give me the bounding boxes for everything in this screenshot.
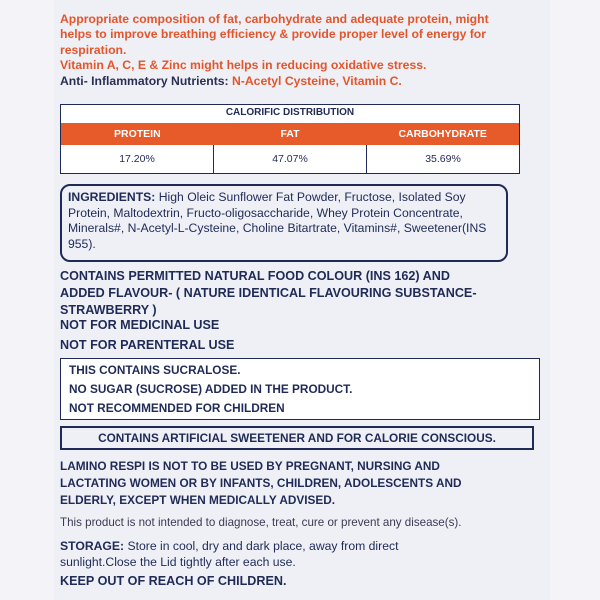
fat-header: FAT [280, 128, 300, 140]
fat-value: 47.07% [214, 145, 367, 173]
carbohydrate-header: CARBOHYDRATE [398, 128, 487, 140]
vitamin-line: Vitamin A, C, E & Zinc might helps in reducing oxidative stress. [60, 58, 427, 73]
storage-line: sunlight.Close the Lid tightly after each use. [60, 555, 296, 569]
ingredients-label: INGREDIENTS: [68, 190, 156, 204]
protein-header: PROTEIN [114, 128, 161, 140]
intro-line: respiration. [60, 42, 127, 57]
children-line: NOT RECOMMENDED FOR CHILDREN [69, 401, 285, 415]
anti-inflammatory-value: N-Acetyl Cysteine, Vitamin C. [232, 73, 402, 88]
not-medicinal-notice: NOT FOR MEDICINAL USE [60, 318, 220, 332]
intro-line: helps to improve breathing efficiency & provide proper level of energy for [60, 27, 486, 42]
keep-out-notice: KEEP OUT OF REACH OF CHILDREN. [60, 574, 287, 588]
ingredients-text: High Oleic Sunflower Fat Powder, Fructose, Isolated Soy Protein, Maltodextrin, Fructo-oligosaccharide, Whey Protein Concentrate, Minerals#, N-Acetyl-L-Cysteine, Choline Bitartrate, Vitamins#, Sweetener(INS 955). [68, 190, 487, 251]
warning-line: ELDERLY, EXCEPT WHEN MEDICALLY ADVISED. [60, 493, 336, 507]
usage-warning [60, 458, 530, 509]
sucralose-line: THIS CONTAINS SUCRALOSE. [69, 363, 241, 377]
colour-line: ADDED FLAVOUR- ( NATURE IDENTICAL FLAVOURING SUBSTANCE- [60, 286, 477, 300]
storage-label: STORAGE: [60, 539, 125, 553]
carbohydrate-value: 35.69% [425, 153, 461, 165]
sucralose-box [60, 358, 540, 420]
intro-line: Appropriate composition of fat, carbohydrate and adequate protein, might [60, 12, 489, 26]
not-parenteral-notice: NOT FOR PARENTERAL USE [60, 338, 235, 352]
calorific-header-row [61, 123, 519, 145]
intro-section [60, 12, 530, 89]
storage-section [60, 538, 530, 570]
colour-flavour-notice [60, 268, 530, 319]
anti-inflammatory-label: Anti- Inflammatory Nutrients: [60, 73, 229, 88]
storage-text: Store in cool, dry and dark place, away from direct [127, 539, 399, 553]
colour-line: CONTAINS PERMITTED NATURAL FOOD COLOUR (INS 162) AND [60, 269, 450, 283]
colour-line: STRAWBERRY ) [60, 303, 157, 317]
anti-inflammatory-line [60, 74, 530, 89]
no-sugar-line: NO SUGAR (SUCROSE) ADDED IN THE PRODUCT. [69, 382, 353, 396]
calorific-value-row [61, 145, 519, 173]
calorific-table [60, 104, 520, 174]
warning-line: LACTATING WOMEN OR BY INFANTS, CHILDREN, ADOLESCENTS AND [60, 476, 462, 490]
storage-line [60, 538, 530, 554]
warning-line: LAMINO RESPI IS NOT TO BE USED BY PREGNANT, NURSING AND [60, 459, 440, 473]
calorific-title: CALORIFIC DISTRIBUTION [225, 107, 355, 118]
artificial-sweetener-box: CONTAINS ARTIFICIAL SWEETENER AND FOR CALORIE CONSCIOUS. [60, 426, 534, 450]
disclaimer: This product is not intended to diagnose, treat, cure or prevent any disease(s). [60, 516, 462, 529]
ingredients-box [60, 184, 508, 262]
protein-value: 17.20% [61, 145, 214, 173]
